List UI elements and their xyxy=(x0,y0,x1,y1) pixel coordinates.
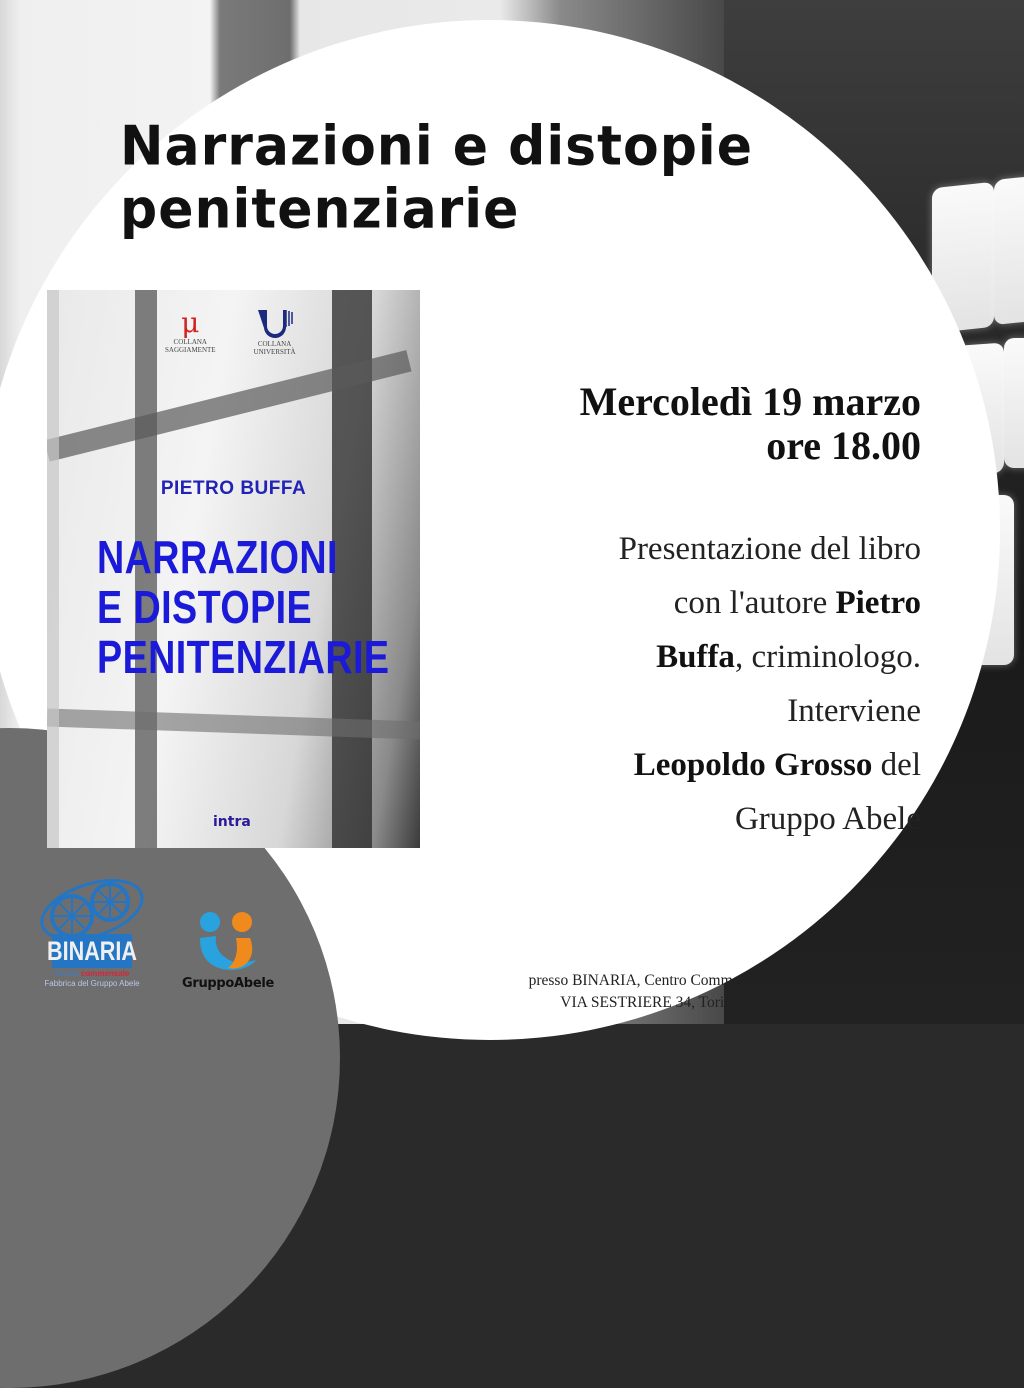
logo-label: SAGGIAMENTE xyxy=(165,346,216,354)
logo-universita xyxy=(254,308,296,356)
cover-title xyxy=(97,531,390,683)
event-datetime xyxy=(580,380,921,468)
event-time: ore 18.00 xyxy=(766,423,921,468)
author-name: Buffa xyxy=(656,639,735,675)
description-text: , criminologo. xyxy=(734,639,921,675)
description-text: con l'autore xyxy=(673,585,836,621)
people-icon xyxy=(184,910,274,976)
mu-icon: μ xyxy=(181,306,200,339)
logo-saggiamente xyxy=(165,308,216,356)
poster-title-line1: Narrazioni e distopie xyxy=(120,115,754,178)
author-name: Pietro xyxy=(835,585,921,621)
description-line: Gruppo Abele xyxy=(734,801,921,837)
description-line xyxy=(481,738,921,792)
logo-label: COLLANA xyxy=(173,338,207,346)
logo-label: UNIVERSITÀ xyxy=(253,348,296,356)
description-line xyxy=(481,576,921,630)
venue-address: VIA SESTRIERE 34, Torino xyxy=(560,994,740,1011)
u-logo-icon xyxy=(256,308,294,340)
venue-line: presso BINARIA, Centro Commensale xyxy=(528,972,772,989)
binaria-subtitle-2: Fabbrica del Gruppo Abele xyxy=(44,979,140,988)
background-window-pane xyxy=(994,176,1024,325)
guest-name: Leopoldo Grosso xyxy=(633,747,873,783)
gruppo-abele-name: GruppoAbele xyxy=(181,976,275,991)
description-text: del xyxy=(872,747,921,783)
event-date: Mercoledì 19 marzo xyxy=(579,379,921,424)
venue-info xyxy=(470,970,830,1014)
wheels-icon xyxy=(38,878,146,940)
cover-title-line: NARRAZIONI xyxy=(97,531,338,583)
gruppo-abele-logo xyxy=(181,910,275,1000)
poster-title-line2: penitenziarie xyxy=(120,178,520,241)
binaria-sub-b: commensale xyxy=(80,969,130,978)
event-description xyxy=(481,522,921,846)
series-logos xyxy=(165,308,296,356)
cover-publisher: intra xyxy=(213,814,251,830)
poster-title xyxy=(120,115,753,241)
background-window-pane xyxy=(1004,338,1024,468)
binaria-logo xyxy=(36,878,148,996)
book-cover xyxy=(47,290,420,848)
binaria-name: BINARIA xyxy=(52,934,132,968)
cover-author: PIETRO BUFFA xyxy=(160,478,307,499)
description-line xyxy=(481,630,921,684)
description-line: Presentazione del libro xyxy=(618,531,921,567)
logo-label: COLLANA xyxy=(257,340,292,348)
cover-bar xyxy=(47,290,59,848)
cover-title-line: PENITENZIARIE xyxy=(97,631,390,683)
description-line: Interviene xyxy=(787,693,921,729)
binaria-sub-a: Centro xyxy=(54,969,81,978)
binaria-subtitle xyxy=(36,969,148,978)
cover-title-line: E DISTOPIE xyxy=(97,581,313,633)
